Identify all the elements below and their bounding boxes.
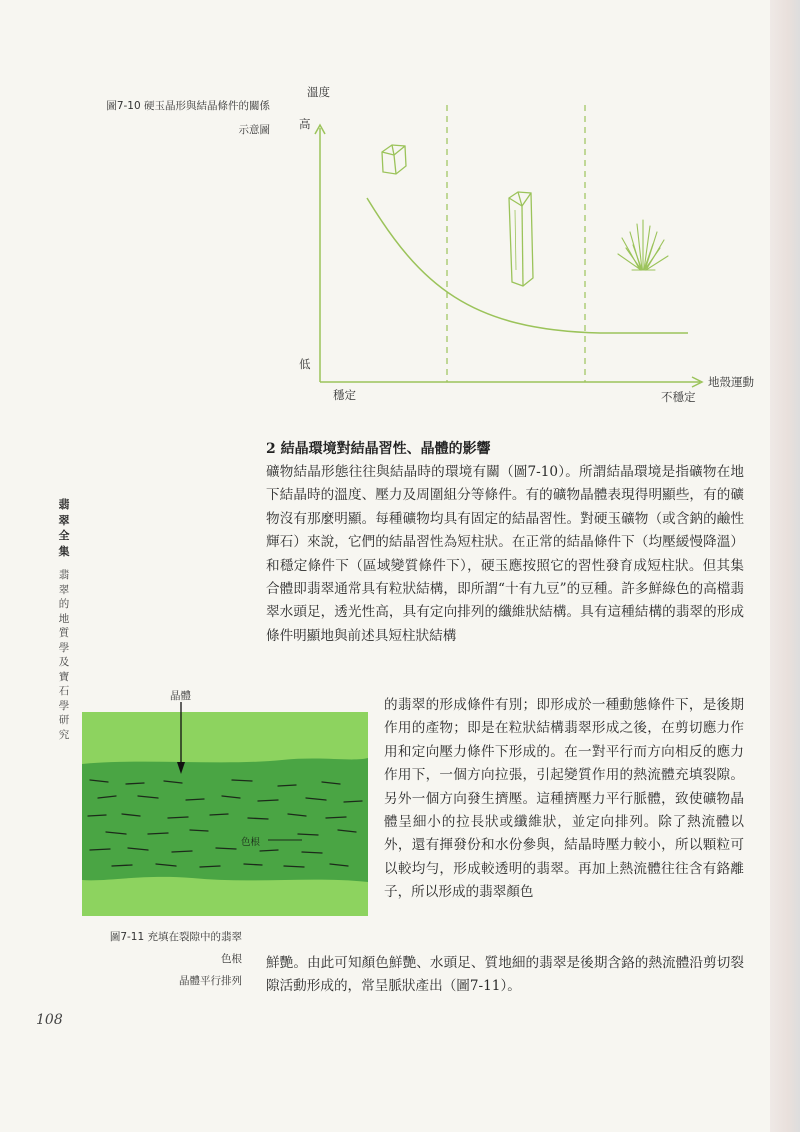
long-prism-crystal-icon xyxy=(509,192,533,286)
short-prism-crystal-icon xyxy=(382,145,406,174)
figure-7-10-caption-line1: 圖7-10 硬玉晶形與結晶條件的關係 xyxy=(106,100,270,112)
y-axis-title: 溫度 xyxy=(307,85,330,99)
body-paragraph-3: 鮮艷。由此可知顏色鮮艷、水頭足、質地細的翡翠是後期含鉻的熱流體沿剪切裂隙活動形成的，常呈脈狀產出（圖7-11）。 xyxy=(266,955,744,995)
figure-7-10 xyxy=(0,0,800,430)
figure-7-11-caption xyxy=(70,926,242,992)
body-paragraph-2: 的翡翠的形成條件有別；即形成於一種動態條件下，是後期作用的產物；即是在粒狀結構翡翠形成之後，在剪切應力作用和定向壓力條件下形成的。在一對平行而方向相反的應力作用下，一個方向拉張，引起變質作用的熱流體充填裂隙。另外一個方向發生擠壓。這種擠壓力平行脈體，致使礦物晶體呈細小的拉長狀或纖維狀，並定向排列。除了熱流體以外，還有揮發份和水份參與，結晶時壓力較小，所以顆粒可以較均勻，形成較透明的翡翠。再加上熱流體往往含有鉻離子，所以形成的翡翠顏色 xyxy=(384,697,744,901)
figure-7-11-caption-line1: 圖7-11 充填在裂隙中的翡翠 xyxy=(109,931,242,943)
crystal-label: 晶體 xyxy=(170,690,191,702)
book-title-vertical: 翡翠全集 xyxy=(58,498,70,558)
body-paragraph-1: 礦物結晶形態往往與結晶時的環境有關（圖7-10）。所謂結晶環境是指礦物在地下結晶時的溫度、壓力及周圍組分等條件。有的礦物晶體表現得明顯些，有的礦物沒有那麼明顯。每種礦物均具有固定的結晶習性。對硬玉礦物（或含鈉的鹼性輝石）來說，它們的結晶習性為短柱狀。在正常的結晶條件下（均壓緩慢降溫）和穩定條件下（區域變質條件下），硬玉應按照它的習性發育成短柱狀。但其集合體即翡翠通常具有粒狀結構，即所謂“十有九豆”的豆種。許多鮮綠色的高檔翡翠水頭足，透光性高，具有定向排列的纖維狀結構。具有這種結構的翡翠的形成條件明顯地與前述具短柱狀結構 xyxy=(266,464,744,644)
fibrous-crystal-aggregate-icon xyxy=(618,220,668,270)
figure-7-10-caption-line2: 示意圖 xyxy=(238,124,270,136)
figure-7-11-caption-line2: 色根 xyxy=(221,953,242,965)
figure-7-11 xyxy=(82,688,368,916)
dark-green-vein xyxy=(82,758,368,882)
chapter-title-vertical: 翡翠的地質學及寶石學研究 xyxy=(58,569,70,741)
y-axis-high-label: 高 xyxy=(299,117,311,131)
page-number: 108 xyxy=(36,1012,63,1028)
section-title: 2 結晶環境對結晶習性、晶體的影響 xyxy=(266,441,491,457)
color-root-label: 色根 xyxy=(241,837,261,848)
x-axis-title: 地殼運動 xyxy=(708,375,754,389)
figure-7-10-diagram xyxy=(0,0,800,430)
x-axis-stable-label: 穩定 xyxy=(333,388,356,402)
figure-7-11-diagram xyxy=(82,688,368,916)
figure-7-11-caption-line3: 晶體平行排列 xyxy=(179,975,242,987)
x-axis-unstable-label: 不穩定 xyxy=(661,390,696,404)
y-axis-low-label: 低 xyxy=(299,357,311,371)
